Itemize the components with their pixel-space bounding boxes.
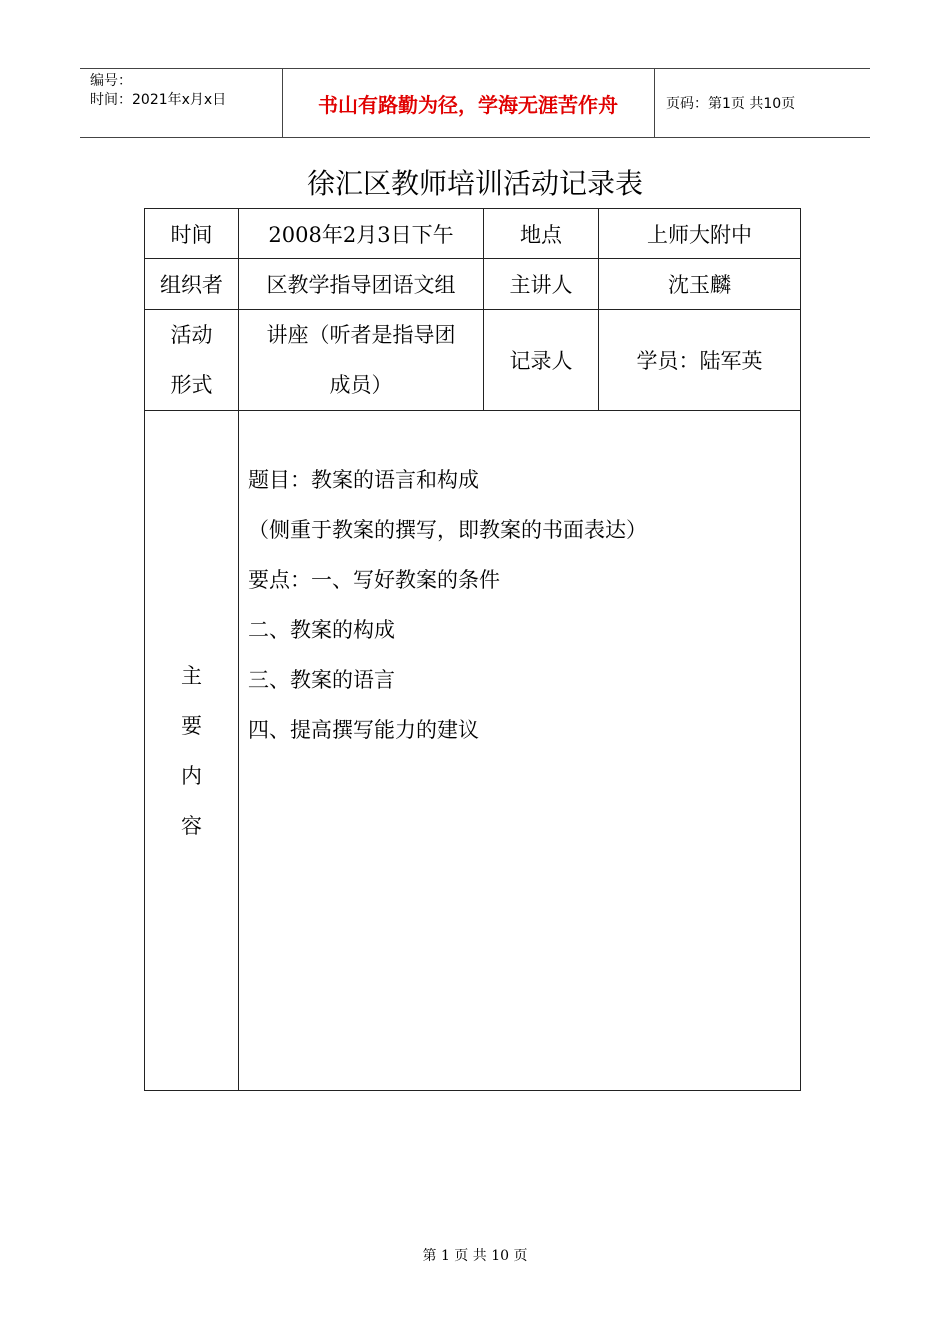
time-value-cell: 2008年2月3日下午 xyxy=(239,209,484,259)
content-label-char: 主 xyxy=(181,663,202,688)
content-line: 题目：教案的语言和构成 xyxy=(248,468,479,492)
organizer-value-cell: 区教学指导团语文组 xyxy=(239,259,484,310)
content-list xyxy=(239,411,800,755)
form-value-line: 讲座（听者是指导团 xyxy=(266,323,456,347)
content-label-char: 内 xyxy=(181,763,202,788)
header-page-info: 页码：第1页 共10页 xyxy=(666,96,796,112)
place-value-cell: 上师大附中 xyxy=(599,209,801,259)
organizer-label-cell: 组织者 xyxy=(145,259,239,310)
table-row xyxy=(145,411,801,1091)
doc-time-label: 时间：2021年x月x日 xyxy=(90,92,227,108)
form-label-line: 活动 xyxy=(170,323,213,347)
recorder-label-cell: 记录人 xyxy=(484,310,599,411)
page-title: 徐汇区教师培训活动记录表 xyxy=(306,167,643,200)
header-motto: 书山有路勤为径，学海无涯苦作舟 xyxy=(318,92,618,117)
content-cell xyxy=(239,411,801,1091)
content-label-char: 容 xyxy=(181,813,202,838)
content-line: 要点：一、写好教案的条件 xyxy=(248,568,500,592)
content-line: 二、教案的构成 xyxy=(248,618,395,642)
content-label-char: 要 xyxy=(181,713,202,738)
record-table xyxy=(144,208,801,1091)
document-header xyxy=(80,68,870,138)
content-line: 四、提高撰写能力的建议 xyxy=(248,718,479,742)
table-row xyxy=(145,259,801,310)
form-label-line: 形式 xyxy=(170,373,213,397)
place-label-cell: 地点 xyxy=(484,209,599,259)
speaker-value-cell: 沈玉麟 xyxy=(599,259,801,310)
table-row xyxy=(145,209,801,259)
content-line: 三、教案的语言 xyxy=(248,668,395,692)
content-label-cell xyxy=(145,411,239,1091)
page-footer: 第 1 页 共 10 页 xyxy=(422,1248,528,1264)
header-meta xyxy=(90,72,226,110)
form-label-cell xyxy=(145,310,239,411)
recorder-value-cell: 学员：陆军英 xyxy=(599,310,801,411)
form-value-cell xyxy=(239,310,484,411)
doc-number-label: 编号： xyxy=(90,73,132,89)
content-line: （侧重于教案的撰写，即教案的书面表达） xyxy=(248,518,647,542)
form-value-line: 成员） xyxy=(329,373,393,397)
speaker-label-cell: 主讲人 xyxy=(484,259,599,310)
table-row xyxy=(145,310,801,411)
time-label-cell: 时间 xyxy=(145,209,239,259)
header-divider xyxy=(654,69,655,137)
